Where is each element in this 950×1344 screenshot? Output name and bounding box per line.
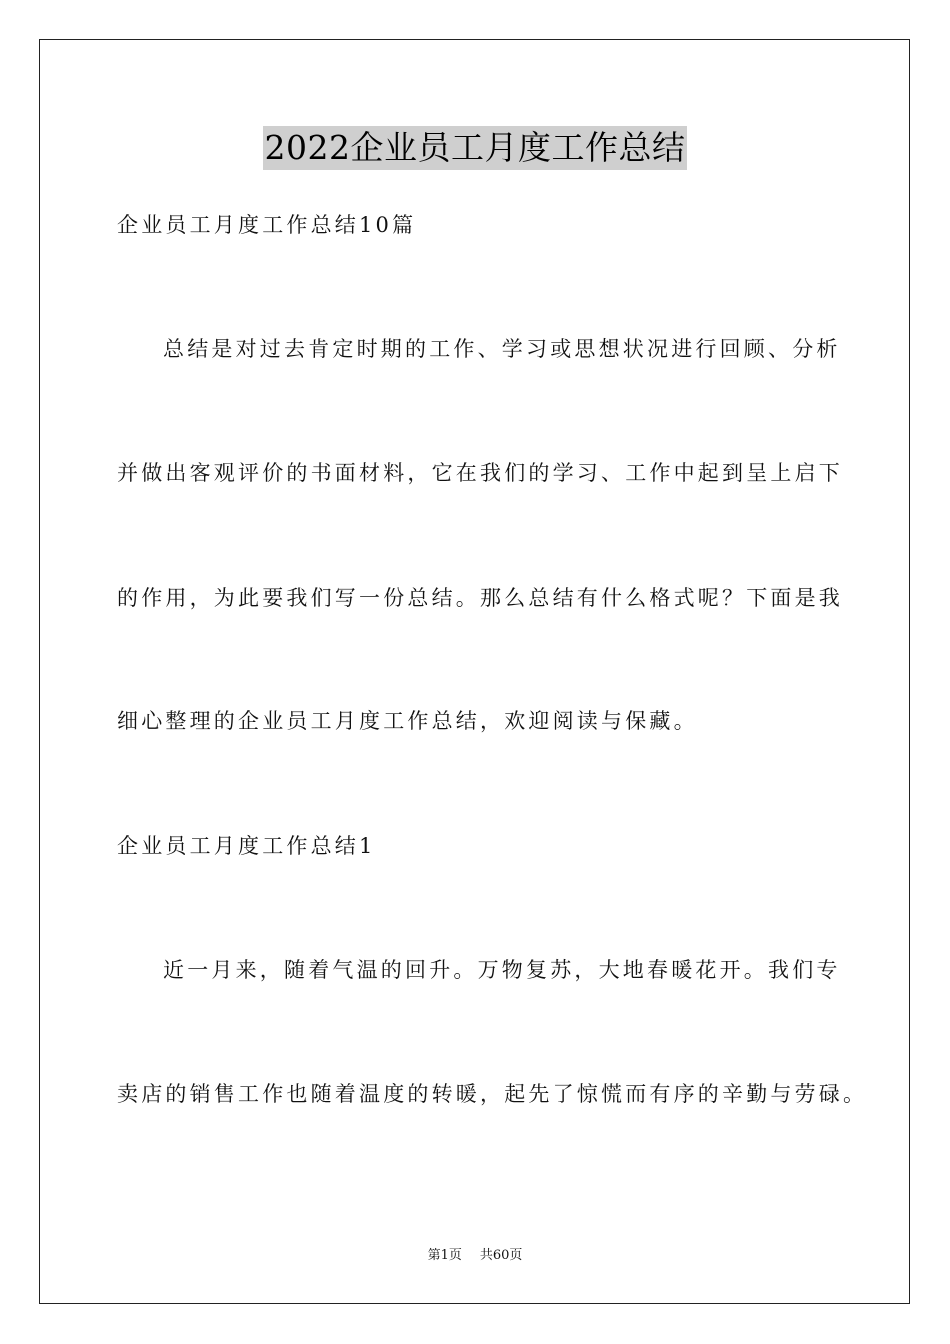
paragraph-line: 细心整理的企业员工月度工作总结，欢迎阅读与保藏。	[117, 709, 698, 733]
section-heading: 企业员工月度工作总结1	[117, 834, 376, 858]
paragraph-line: 的作用，为此要我们写一份总结。那么总结有什么格式呢？下面是我	[117, 586, 843, 610]
paragraph-line: 总结是对过去肯定时期的工作、学习或思想状况进行回顾、分析	[163, 337, 841, 361]
page-footer	[0, 1247, 950, 1265]
document-title: 2022企业员工月度工作总结	[263, 126, 688, 170]
document-subtitle: 企业员工月度工作总结10篇	[117, 213, 417, 237]
section-paragraph-line: 近一月来，随着气温的回升。万物复苏，大地春暖花开。我们专	[163, 958, 841, 982]
page-number: 第1页	[427, 1248, 462, 1263]
page-total: 共60页	[479, 1248, 523, 1263]
paragraph-line: 并做出客观评价的书面材料，它在我们的学习、工作中起到呈上启下	[117, 461, 843, 485]
section-paragraph-line: 卖店的销售工作也随着温度的转暖，起先了惊慌而有序的辛勤与劳碌。	[117, 1082, 868, 1106]
title-container	[0, 126, 950, 170]
